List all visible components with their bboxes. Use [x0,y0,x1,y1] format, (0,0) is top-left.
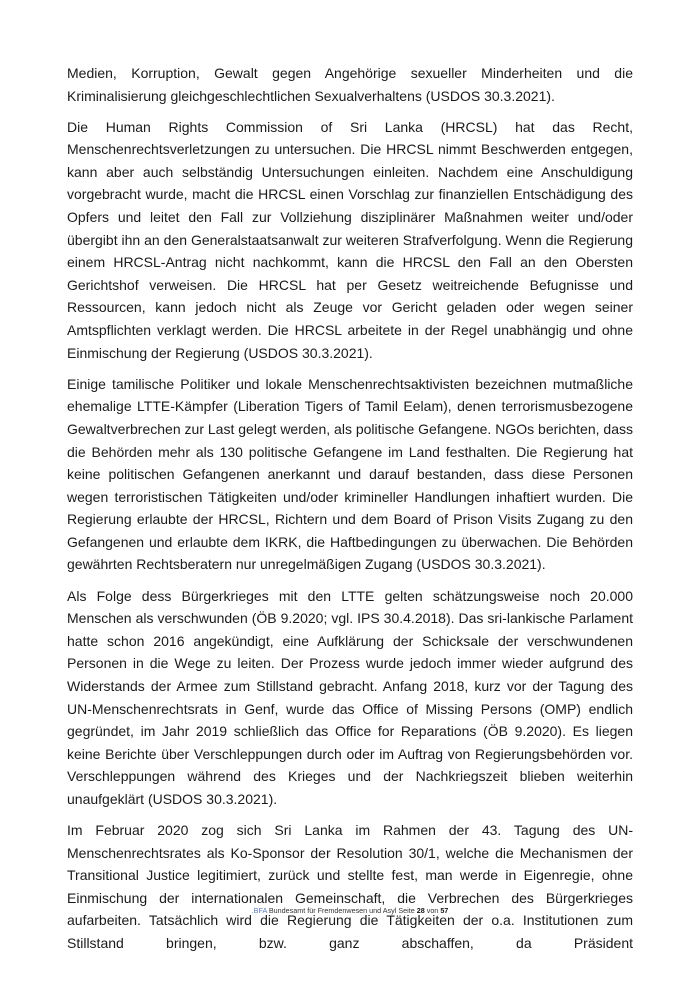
paragraph: Die Human Rights Commission of Sri Lanka (HRCSL) hat das Recht, Menschenrechtsverletzungen zu untersuchen. Die HRCSL nimmt Beschwerden entgegen, kann aber auch selbständig Untersuchungen einleiten. Nachdem eine Anschuldigung vorgebracht wurde, macht die HRCSL einen Vorschlag zur finanziellen Entschädigung des Opfers und leitet den Fall zur Vollziehung disziplinärer Maßnahmen weiter und/oder übergibt ihn an den Generalstaatsanwalt zur weiteren Strafverfolgung. Wenn die Regierung einem HRCSL-Antrag nicht nachkommt, kann die HRCSL den Fall an den Obersten Gerichtshof verweisen. Die HRCSL hat per Gesetz weitreichende Befugnisse und Ressourcen, kann jedoch nicht als Zeuge vor Gericht geladen oder wegen seiner Amtspflichten verklagt werden. Die HRCSL arbeitete in der Regel unabhängig und ohne Einmischung der Regierung (USDOS 30.3.2021). [67,118,633,361]
footer-page-label: Seite [398,906,415,915]
footer-org: Bundesamt für Fremdenwesen und Asyl [268,906,397,915]
paragraph: Medien, Korruption, Gewalt gegen Angehörige sexueller Minderheiten und die Kriminalisierung gleichgeschlechtlichen Sexualverhaltens (USDOS 30.3.2021). [67,65,633,104]
paragraph: Im Februar 2020 zog sich Sri Lanka im Rahmen der 43. Tagung des UN-Menschenrechtsrates als Ko-Sponsor der Resolution 30/1, welche die Mechanismen der Transitional Justice legitimiert, zurück und stellte fest, man werde in Eigenregie, ohne Einmischung der internationalen Gemeinschaft, die Verbrechen des Bürgerkrieges aufarbeiten. Tatsächlich wird die Regierung die Tätigkeiten der o.a. Institutionen zum Stillstand bringen, bzw. ganz abschaffen, da Präsident [67,822,633,951]
paragraph: Als Folge dess Bürgerkrieges mit den LTTE gelten schätzungsweise noch 20.000 Menschen als verschwunden (ÖB 9.2020; vgl. IPS 30.4.2018). Das sri-lankische Parlament hatte schon 2016 angekündigt, eine Aufklärung der Schicksale der verschwundenen Personen in die Wege zu leiten. Der Prozess wurde jedoch immer wieder aufgrund des Widerstands der Armee zum Stillstand gebracht. Anfang 2018, kurz vor der Tagung des UN-Menschenrechtsrats in Genf, wurde das Office of Missing Persons (OMP) endlich gegründet, im Jahr 2019 schließlich das Office for Reparations (ÖB 9.2020). Es liegen keine Berichte über Verschleppungen durch oder im Auftrag von Regierungsbehörden vor. Verschleppungen während des Krieges und der Nachkriegszeit blieben weiterhin unaufgeklärt (USDOS 30.3.2021). [67,587,633,807]
document-body [67,62,633,963]
footer-of-label: von [426,906,439,915]
page-footer [0,906,700,915]
footer-page-number: 28 [416,906,425,915]
bfa-logo-text: .BFA [251,906,267,915]
footer-page-total: 57 [440,906,449,915]
paragraph: Einige tamilische Politiker und lokale Menschenrechtsaktivisten bezeichnen mutmaßliche ehemalige LTTE-Kämpfer (Liberation Tigers of Tamil Eelam), denen terrorismusbezogene Gewaltverbrechen zur Last gelegt werden, als politische Gefangene. NGOs berichten, dass die Behörden mehr als 130 politische Gefangene im Land festhalten. Die Regierung hat keine politischen Gefangenen anerkannt und darauf bestanden, dass diese Personen wegen terroristischen Tätigkeiten und/oder krimineller Handlungen inhaftiert wurden. Die Regierung erlaubte der HRCSL, Richtern und dem Board of Prison Visits Zugang zu den Gefangenen und erlaubte dem IKRK, die Haftbedingungen zu überwachen. Die Behörden gewährten Rechtsberatern nur unregelmäßigen Zugang (USDOS 30.3.2021). [67,375,633,573]
